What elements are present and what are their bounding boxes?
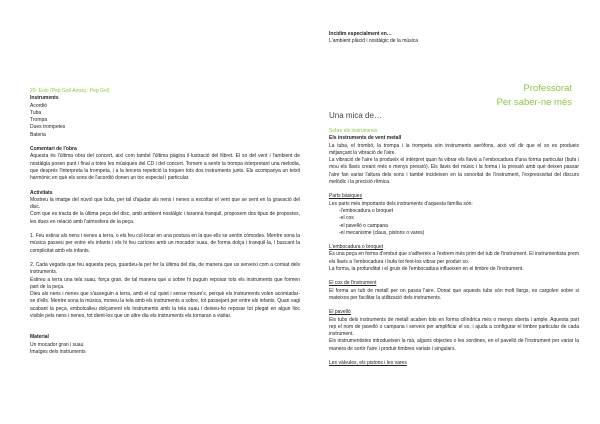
focus-text: L'ambient plàcid i nostàlgic de la música <box>329 38 419 45</box>
instrument-item: Tuba <box>30 109 42 116</box>
part-item: -el pavelló o campana <box>339 222 388 229</box>
valves-heading: Les vàlvules, els pistons i les vares <box>329 360 407 367</box>
family-heading: Els instruments de vent metall <box>329 135 402 142</box>
body-heading: El cos de l'instrument <box>329 280 377 287</box>
activities-heading: Activitats <box>30 189 53 196</box>
activity-text: 2. Cada vegada que feu aquesta peça, guardeu-la per fer la última del dia, de manera que us serveixi com a comiat dels instruments. <box>30 261 300 276</box>
comment-text: Aquesta és l'última obra del concert, així com també l'última pàgina il·lustració del llibret. El so del vent i l'ambient de nostàlgia posen punt i final a totes les músiques del CD i del concert. Tornem a sentir la trompa interpretant una melodia, que després l'interpreta la trompeta, i a la tercera repetició la toquen tots dos instruments junts. Els acompanya un teixit harmònic en què els sons de l'acordió donen un toc especial i particular. <box>30 153 300 182</box>
focus-block <box>329 31 579 46</box>
instruments-heading: Instruments <box>30 95 59 102</box>
instrument-item: Acordió <box>30 102 47 109</box>
left-page <box>30 88 300 356</box>
material-item: Un mocador gran i suau <box>30 341 84 348</box>
instrument-item: Trompa <box>30 117 48 124</box>
activity-text: Mostreu la imatge del núvol que bufa, per tal d'ajudar als nens i nenes a escoltar el vent que se sent en la gravació del disc. <box>30 196 300 211</box>
track-title: 20- Eolo (Pep Gol/ Arranj.: Pep Gol) <box>30 88 110 94</box>
paragraph: Les parts més importants dels instruments d'aquesta família són: <box>329 200 473 207</box>
header-saber-mes: Per saber-ne més <box>496 97 572 108</box>
bell-heading: El pavelló <box>329 309 351 316</box>
activity-text: 1. Feu estirar als nens i nenes a terra, o els feu col·locar en una postura en la que ells se sentin còmodes. Mentre sona la música passeu per entre els infants i els hi feu carícies amb un mocador suau, de forma dolça i tranquil·la, i buscant la complicitat amb els infants. <box>30 233 300 254</box>
parts-heading: Parts bàsiques <box>329 193 363 200</box>
section-title: Una mica de… <box>329 111 382 120</box>
paragraph: El forma un tub de metall per on passa l'aire. Donat que aquests tubs són molt llargs, es cargolen sobre si mateixos per facilitar la utilització dels instruments. <box>329 287 579 301</box>
paragraph: La vibració de l'aire la produeix el intèrpret quan fa vibrar els llavis a l'embocadura d'una forma particular (bufa i mou els llavis creant més o menys pressió). Els llavis del músic i la forma i la pressió amb què deixen passar l'aire fan variar l'altura dels sons i també incideixen en la sonoritat de l'instrument, l'expressivitat del discurs melòdic i la precisió rítmica. <box>329 157 579 186</box>
part-item: -el cos <box>339 215 354 222</box>
instrument-item: Bateria <box>30 131 46 138</box>
part-item: -l'embocadura o broquet <box>339 207 394 214</box>
header-professorat: Professorat <box>523 83 572 94</box>
activity-text: Dieu als nens i nenes que s'asseguin a terra, amb el cul quiet i sense moure's, perquè els instruments volen acomiadar-se d'ells. Mentre sona la música, moveu la tela amb els instruments a sobre, tot passejant per entre els infants. Quan vagi acabant la peça, embolcalleu dolçament els instruments amb la tela suau i deixeu-ho reposar tot plegat en algun lloc visible pels nens i nenes, tot dient-los que un altre dia els instruments els tornaran a visitar. <box>30 291 300 320</box>
paragraph: La tuba, el trombó, la trompa i la trompeta són instruments aeròfons, això vol dir que el so es produeix mitjançant la vibració de l'aire. <box>329 142 579 156</box>
material-heading: Material <box>30 334 49 341</box>
part-item: -el mecanisme (claus, pistons o vares) <box>339 229 425 236</box>
instrument-item: Dues trompetes <box>30 124 66 131</box>
paragraph: Els instrumentistes introdueixen la mà, alguns objectes o les sordines, en el pavelló de l'instrument per variar la manera de sortir l'aire i produir timbres variats i singulars. <box>329 338 579 352</box>
embouchure-heading: L'embocadura o broquet <box>329 244 384 251</box>
material-item: Imatges dels instruments <box>30 348 86 355</box>
paragraph: Els tubs dels instruments de metall acaben tots en forma cilíndrica més o menys oberta i ample. Aquesta part rep el nom de pavelló o campana i serveix per amplificar el so, i ajuda a configurar el timbre particular de cada instrument. <box>329 316 579 338</box>
focus-heading: Incidim especialment en… <box>329 31 392 37</box>
activity-text: Estireu a terra una tela suau, força gran, de tal manera que a sobre hi puguin reposar tots els instruments que formen part de la peça. <box>30 276 300 290</box>
paragraph: La forma, la profunditat i el gruix de l'embocadura influeixen en el timbre de l'instrument. <box>329 266 524 273</box>
right-page <box>329 111 579 367</box>
activity-text: Com que es tracta de la última peça del disc, amb ambient nostàlgic i tarannà tranquil, proposem dos tipus de propostes, les dues en relació amb l'atmosfera de la peça. <box>30 211 300 225</box>
subsection-title: Sobre els instruments <box>329 128 378 134</box>
paragraph: És una peça en forma d'embut que s'adhereix a l'extrem més prim del tub de l'instrument. El instrumentista prem els llavis a l'embocadura i bufa tot fent-los vibrar per produir so. <box>329 251 579 265</box>
comment-heading: Comentari de l'obra <box>30 146 77 153</box>
